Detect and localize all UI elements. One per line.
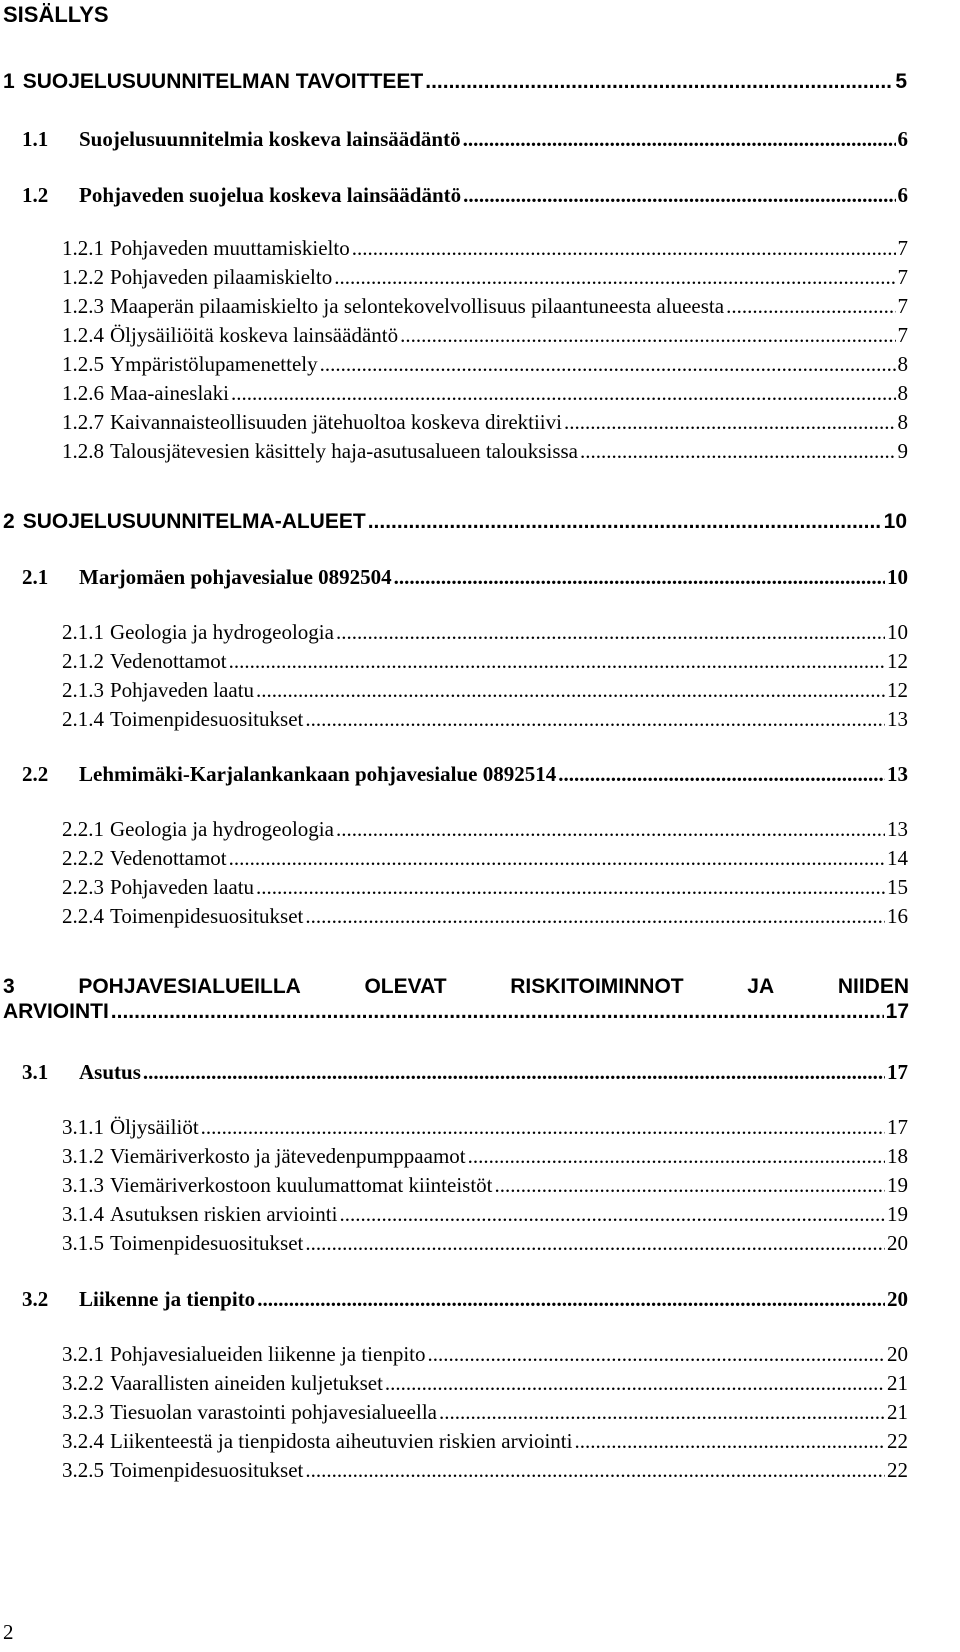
toc-entry-3-2-4[interactable] — [62, 1429, 908, 1454]
toc-entry-number: 2.2.3 — [62, 875, 104, 899]
toc-entry-2-2-4[interactable] — [62, 904, 908, 929]
toc-entry-text: Lehmimäki-Karjalankankaan pohjavesialue 0892514 — [79, 762, 557, 786]
dot-leader — [334, 265, 895, 290]
dot-leader — [352, 236, 896, 261]
toc-entry-3-1-4[interactable] — [62, 1202, 908, 1227]
toc-entry-number: 3.2.3 — [62, 1400, 104, 1424]
toc-entry-number: 3.2.2 — [62, 1371, 104, 1395]
dot-leader — [463, 183, 895, 208]
toc-entry-page: 15 — [887, 875, 908, 899]
toc-entry-number: 3 — [3, 975, 15, 998]
toc-entry-3-2-1[interactable] — [62, 1342, 908, 1367]
toc-entry-page: 19 — [887, 1202, 908, 1226]
toc-entry-text: Pohjaveden laatu — [110, 875, 255, 899]
toc-entry-page: 22 — [887, 1429, 908, 1453]
toc-entry-page: 17 — [887, 1060, 908, 1084]
toc-entry-text: Maa-aineslaki — [110, 381, 229, 405]
toc-entry-3-2-5[interactable] — [62, 1458, 908, 1483]
toc-entry-text: SUOJELUSUUNNITELMA-ALUEET — [22, 510, 366, 533]
toc-entry-3-2-3[interactable] — [62, 1400, 908, 1425]
toc-entry-text: Viemäriverkostoon kuulumattomat kiinteistöt — [110, 1173, 493, 1197]
toc-entry-1-2-2[interactable] — [62, 265, 908, 290]
dot-leader — [558, 762, 885, 787]
toc-entry-page: 19 — [887, 1173, 908, 1197]
toc-entry-text: Tiesuolan varastointi pohjavesialueella — [110, 1400, 437, 1424]
toc-entry-3-2-2[interactable] — [62, 1371, 908, 1396]
toc-entry-2-2-3[interactable] — [62, 875, 908, 900]
toc-entry-2-2-2[interactable] — [62, 846, 908, 871]
dot-leader — [439, 1400, 885, 1425]
toc-entry-number: 3.2.4 — [62, 1429, 104, 1453]
toc-entry-number: 1.2.8 — [62, 439, 104, 463]
toc-entry-1-1[interactable] — [22, 127, 908, 152]
toc-entry-word: JA — [747, 975, 775, 998]
toc-entry-number: 2 — [3, 510, 15, 533]
toc-entry-2-2[interactable] — [22, 762, 908, 787]
toc-entry-page: 7 — [897, 236, 908, 260]
dot-leader — [580, 439, 896, 464]
dot-leader — [463, 127, 896, 152]
dot-leader — [256, 875, 885, 900]
toc-entry-number: 2.2.1 — [62, 817, 104, 841]
toc-entry-text: Pohjaveden suojelua koskeva lainsäädäntö — [79, 183, 462, 207]
toc-entry-page: 10 — [887, 620, 908, 644]
toc-entry-number: 1.2.5 — [62, 352, 104, 376]
toc-entry-text: Pohjaveden muuttamiskielto — [110, 236, 350, 260]
dot-leader — [564, 410, 896, 435]
toc-entry-3-1-3[interactable] — [62, 1173, 908, 1198]
toc-entry-number: 3.2.1 — [62, 1342, 104, 1366]
toc-entry-page: 18 — [887, 1144, 908, 1168]
toc-entry-3-1-2[interactable] — [62, 1144, 908, 1169]
toc-entry-1-2-7[interactable] — [62, 410, 908, 435]
toc-entry-number: 1.2.4 — [62, 323, 104, 347]
toc-entry-2-1-3[interactable] — [62, 678, 908, 703]
toc-entry-text: Vedenottamot — [110, 649, 227, 673]
dot-leader — [394, 565, 885, 590]
dot-leader — [400, 323, 895, 348]
toc-entry-1-2-8[interactable] — [62, 439, 908, 464]
toc-entry-page: 8 — [897, 381, 908, 405]
toc-entry-number: 3.2 — [22, 1287, 49, 1311]
toc-entry-text: Viemäriverkosto ja jätevedenpumppaamot — [110, 1144, 466, 1168]
toc-entry-1-2-5[interactable] — [62, 352, 908, 377]
toc-entry-page: 8 — [897, 352, 908, 376]
toc-entry-3-1[interactable] — [22, 1060, 908, 1085]
toc-entry-1-2-6[interactable] — [62, 381, 908, 406]
toc-entry-number: 3.2.5 — [62, 1458, 104, 1482]
toc-entry-number: 2.1.4 — [62, 707, 104, 731]
dot-leader — [143, 1060, 885, 1085]
dot-leader — [229, 649, 885, 674]
toc-entry-heading-line — [3, 975, 909, 999]
toc-entry-number: 2.2 — [22, 762, 49, 786]
toc-entry-1[interactable] — [3, 70, 907, 94]
toc-entry-text: Liikenne ja tienpito — [79, 1287, 256, 1311]
toc-entry-page: 17 — [887, 1115, 908, 1139]
dot-leader — [428, 1342, 885, 1367]
toc-entry-page: 21 — [887, 1400, 908, 1424]
toc-entry-2-1-2[interactable] — [62, 649, 908, 674]
toc-entry-3[interactable] — [3, 975, 909, 1024]
toc-entry-1-2-1[interactable] — [62, 236, 908, 261]
dot-leader — [336, 620, 885, 645]
dot-leader — [305, 1231, 885, 1256]
toc-entry-text: Pohjaveden laatu — [110, 678, 255, 702]
toc-entry-3-1-1[interactable] — [62, 1115, 908, 1140]
toc-entry-text: Vedenottamot — [110, 846, 227, 870]
dot-leader — [257, 1287, 885, 1312]
toc-entry-number: 2.2.4 — [62, 904, 104, 928]
toc-entry-word: NIIDEN — [837, 975, 909, 998]
toc-entry-number: 2.1.1 — [62, 620, 104, 644]
toc-entry-2-1[interactable] — [22, 565, 908, 590]
toc-entry-text: Pohjavesialueiden liikenne ja tienpito — [110, 1342, 426, 1366]
toc-entry-text: SUOJELUSUUNNITELMAN TAVOITTEET — [22, 70, 424, 93]
toc-entry-text: Pohjaveden pilaamiskielto — [110, 265, 333, 289]
toc-entry-page: 7 — [897, 323, 908, 347]
toc-entry-text: Geologia ja hydrogeologia — [110, 620, 334, 644]
toc-entry-number: 2.1 — [22, 565, 49, 589]
toc-entry-number: 2.1.2 — [62, 649, 104, 673]
dot-leader — [201, 1115, 885, 1140]
dot-leader — [368, 510, 882, 534]
toc-entry-page: 10 — [887, 565, 908, 589]
toc-entry-word: RISKITOIMINNOT — [510, 975, 684, 998]
toc-entry-page: 8 — [897, 410, 908, 434]
toc-entry-number: 1.2.3 — [62, 294, 104, 318]
dot-leader — [336, 817, 885, 842]
dot-leader — [726, 294, 895, 319]
toc-entry-page: 9 — [897, 439, 908, 463]
toc-entry-text: ARVIOINTI — [3, 1000, 109, 1023]
toc-entry-2-1-4[interactable] — [62, 707, 908, 732]
toc-entry-number: 1.2.2 — [62, 265, 104, 289]
page-number: 2 — [3, 1620, 14, 1644]
toc-entry-page: 14 — [887, 846, 908, 870]
toc-entry-number: 3.1.3 — [62, 1173, 104, 1197]
toc-entry-text: Toimenpidesuositukset — [110, 1231, 304, 1255]
toc-entry-page: 12 — [887, 649, 908, 673]
toc-entry-2-1-1[interactable] — [62, 620, 908, 645]
toc-entry-page: 12 — [887, 678, 908, 702]
toc-entry-number: 1.2.7 — [62, 410, 104, 434]
toc-title: SISÄLLYS — [3, 2, 109, 27]
toc-entry-number: 2.2.2 — [62, 846, 104, 870]
toc-entry-page: 20 — [887, 1342, 908, 1366]
dot-leader — [574, 1429, 885, 1454]
toc-entry-2-2-1[interactable] — [62, 817, 908, 842]
toc-entry-page: 20 — [887, 1287, 908, 1311]
toc-entry-text: Liikenteestä ja tienpidosta aiheutuvien riskien arviointi — [110, 1429, 573, 1453]
toc-entry-number: 2.1.3 — [62, 678, 104, 702]
toc-entry-number: 1.2.6 — [62, 381, 104, 405]
dot-leader — [256, 678, 885, 703]
toc-entry-heading-line — [3, 1000, 909, 1024]
toc-entry-page: 6 — [897, 183, 908, 207]
toc-entry-number: 1.2 — [22, 183, 49, 207]
toc-entry-text: Vaarallisten aineiden kuljetukset — [110, 1371, 383, 1395]
toc-entry-text: Geologia ja hydrogeologia — [110, 817, 334, 841]
toc-entry-word: POHJAVESIALUEILLA — [78, 975, 301, 998]
toc-entry-page: 6 — [897, 127, 908, 151]
toc-entry-page: 21 — [887, 1371, 908, 1395]
dot-leader — [305, 904, 885, 929]
toc-entry-3-2[interactable] — [22, 1287, 908, 1312]
toc-entry-number: 1.2.1 — [62, 236, 104, 260]
toc-entry-page: 17 — [885, 1000, 909, 1023]
dot-leader — [495, 1173, 885, 1198]
toc-entry-page: 7 — [897, 265, 908, 289]
toc-entry-number: 3.1.4 — [62, 1202, 104, 1226]
toc-entry-page: 5 — [895, 70, 907, 93]
dot-leader — [385, 1371, 885, 1396]
dot-leader — [305, 707, 885, 732]
toc-entry-1-2-3[interactable] — [62, 294, 908, 319]
toc-entry-page: 20 — [887, 1231, 908, 1255]
toc-entry-1-2-4[interactable] — [62, 323, 908, 348]
toc-entry-number: 1 — [3, 70, 15, 93]
toc-entry-page: 22 — [887, 1458, 908, 1482]
dot-leader — [468, 1144, 885, 1169]
toc-entry-1-2[interactable] — [22, 183, 908, 208]
toc-entry-text: Asutuksen riskien arviointi — [110, 1202, 338, 1226]
toc-entry-number: 3.1 — [22, 1060, 49, 1084]
toc-entry-text: Asutus — [79, 1060, 141, 1084]
dot-leader — [320, 352, 896, 377]
toc-entry-text: Maaperän pilaamiskielto ja selontekovelvollisuus pilaantuneesta alueesta — [110, 294, 725, 318]
toc-entry-page: 10 — [883, 510, 907, 533]
dot-leader — [305, 1458, 885, 1483]
toc-entry-2[interactable] — [3, 510, 907, 534]
toc-entry-text: Toimenpidesuositukset — [110, 707, 304, 731]
toc-entry-3-1-5[interactable] — [62, 1231, 908, 1256]
dot-leader — [231, 381, 896, 406]
dot-leader — [229, 846, 885, 871]
toc-entry-number: 3.1.2 — [62, 1144, 104, 1168]
toc-entry-text: Öljysäiliöitä koskeva lainsäädäntö — [110, 323, 399, 347]
toc-entry-page: 16 — [887, 904, 908, 928]
dot-leader — [339, 1202, 885, 1227]
dot-leader — [111, 1000, 884, 1024]
toc-entry-text: Toimenpidesuositukset — [110, 1458, 304, 1482]
toc-entry-page: 13 — [887, 762, 908, 786]
toc-entry-text: Öljysäiliöt — [110, 1115, 199, 1139]
toc-entry-text: Talousjätevesien käsittely haja-asutusalueen talouksissa — [110, 439, 578, 463]
toc-entry-page: 13 — [887, 817, 908, 841]
toc-entry-number: 3.1.5 — [62, 1231, 104, 1255]
toc-entry-text: Ympäristölupamenettely — [110, 352, 318, 376]
dot-leader — [425, 70, 893, 94]
toc-entry-text: Marjomäen pohjavesialue 0892504 — [79, 565, 392, 589]
toc-entry-text: Toimenpidesuositukset — [110, 904, 304, 928]
toc-entry-number: 3.1.1 — [62, 1115, 104, 1139]
toc-entry-text: Suojelusuunnitelmia koskeva lainsäädäntö — [79, 127, 461, 151]
toc-entry-word: OLEVAT — [364, 975, 447, 998]
toc-entry-text: Kaivannaisteollisuuden jätehuoltoa koskeva direktiivi — [110, 410, 562, 434]
toc-entry-page: 13 — [887, 707, 908, 731]
toc-entry-page: 7 — [897, 294, 908, 318]
toc-entry-number: 1.1 — [22, 127, 49, 151]
